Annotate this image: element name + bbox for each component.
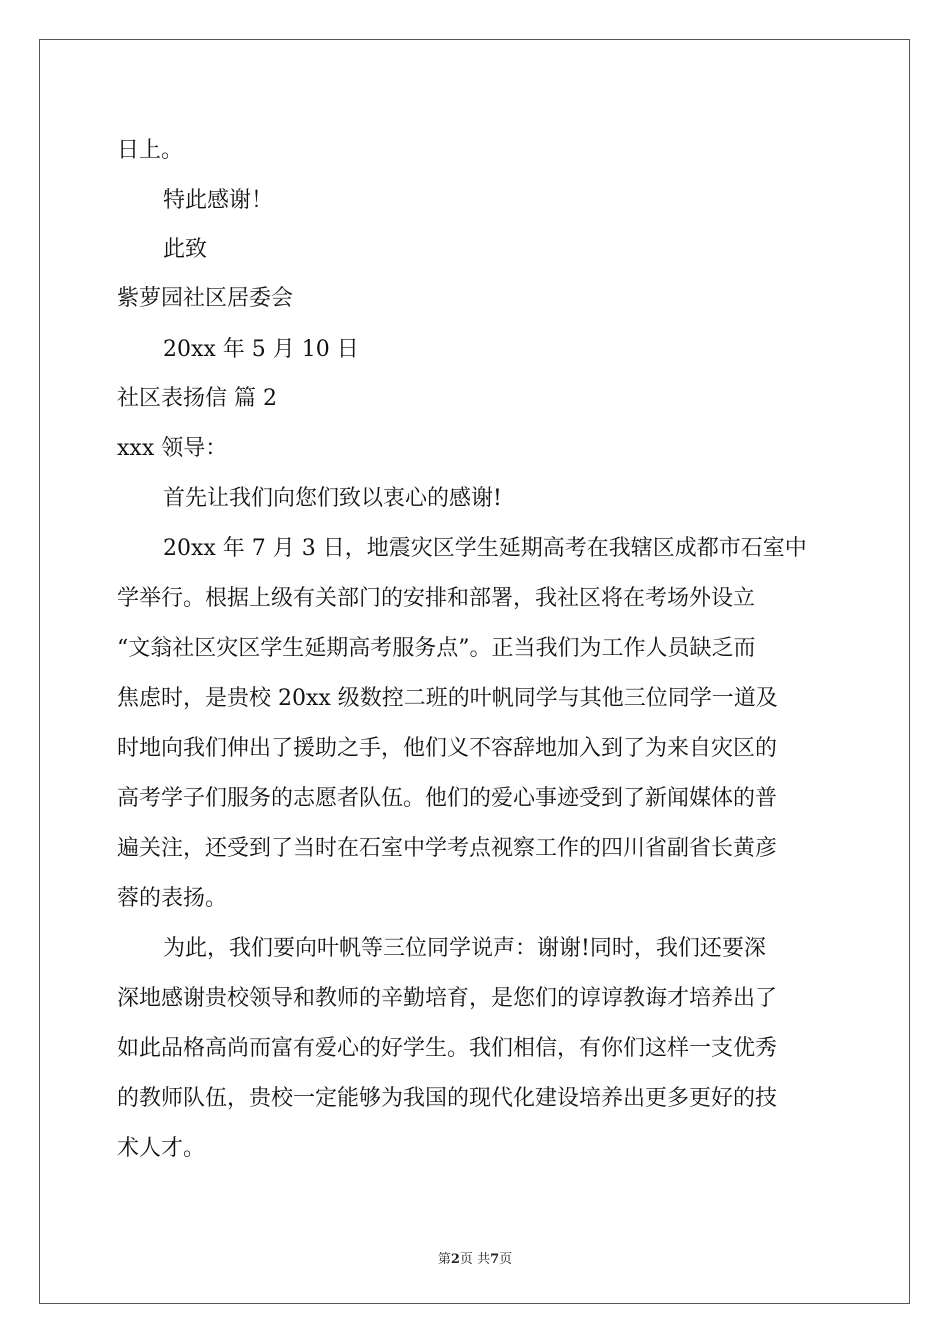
body-line: 学举行。根据上级有关部门的安排和部署，我社区将在考场外设立 <box>117 586 756 611</box>
body-line: 如此品格高尚而富有爱心的好学生。我们相信，有你们这样一支优秀 <box>117 1036 778 1061</box>
body-line: 深地感谢贵校领导和教师的辛勤培育，是您们的谆谆教诲才培养出了 <box>117 986 778 1011</box>
body-line: 20xx 年 7 月 3 日，地震灾区学生延期高考在我辖区成都市石室中 <box>163 536 807 561</box>
body-line: 高考学子们服务的志愿者队伍。他们的爱心事迹受到了新闻媒体的普 <box>117 786 778 811</box>
letter-line-closing-fragment: 日上。 <box>117 138 184 163</box>
body-line: 首先让我们向您们致以衷心的感谢! <box>163 486 502 511</box>
page-footer <box>0 1248 950 1267</box>
section-heading: 社区表扬信 篇 2 <box>117 386 277 411</box>
body-line: 术人才。 <box>117 1136 206 1161</box>
letter-line-recipient: xxx 领导： <box>117 436 228 461</box>
body-line: 遍关注，还受到了当时在石室中学考点视察工作的四川省副省长黄彦 <box>117 836 778 861</box>
footer-total-pages: 7 <box>490 1252 500 1267</box>
footer-suffix: 页 <box>499 1252 513 1267</box>
letter-line-signature: 紫萝园社区居委会 <box>117 286 294 311</box>
footer-prefix: 第 <box>437 1252 451 1267</box>
body-line: 焦虑时，是贵校 20xx 级数控二班的叶帆同学与其他三位同学一道及 <box>117 686 778 711</box>
body-line: 时地向我们伸出了援助之手，他们义不容辞地加入到了为来自灾区的 <box>117 736 778 761</box>
letter-line-thanks: 特此感谢！ <box>163 188 274 213</box>
page-border <box>39 39 910 1304</box>
footer-page-number: 2 <box>450 1252 460 1267</box>
body-line: 的教师队伍，贵校一定能够为我国的现代化建设培养出更多更好的技 <box>117 1086 778 1111</box>
body-line: 蓉的表扬。 <box>117 886 228 911</box>
letter-line-date: 20xx 年 5 月 10 日 <box>163 337 359 362</box>
letter-line-salutation-close: 此致 <box>163 237 208 262</box>
body-line: 为此，我们要向叶帆等三位同学说声：谢谢!同时，我们还要深 <box>163 936 766 961</box>
body-line: “文翁社区灾区学生延期高考服务点”。正当我们为工作人员缺乏而 <box>117 636 756 661</box>
footer-mid: 页 共 <box>459 1252 491 1267</box>
